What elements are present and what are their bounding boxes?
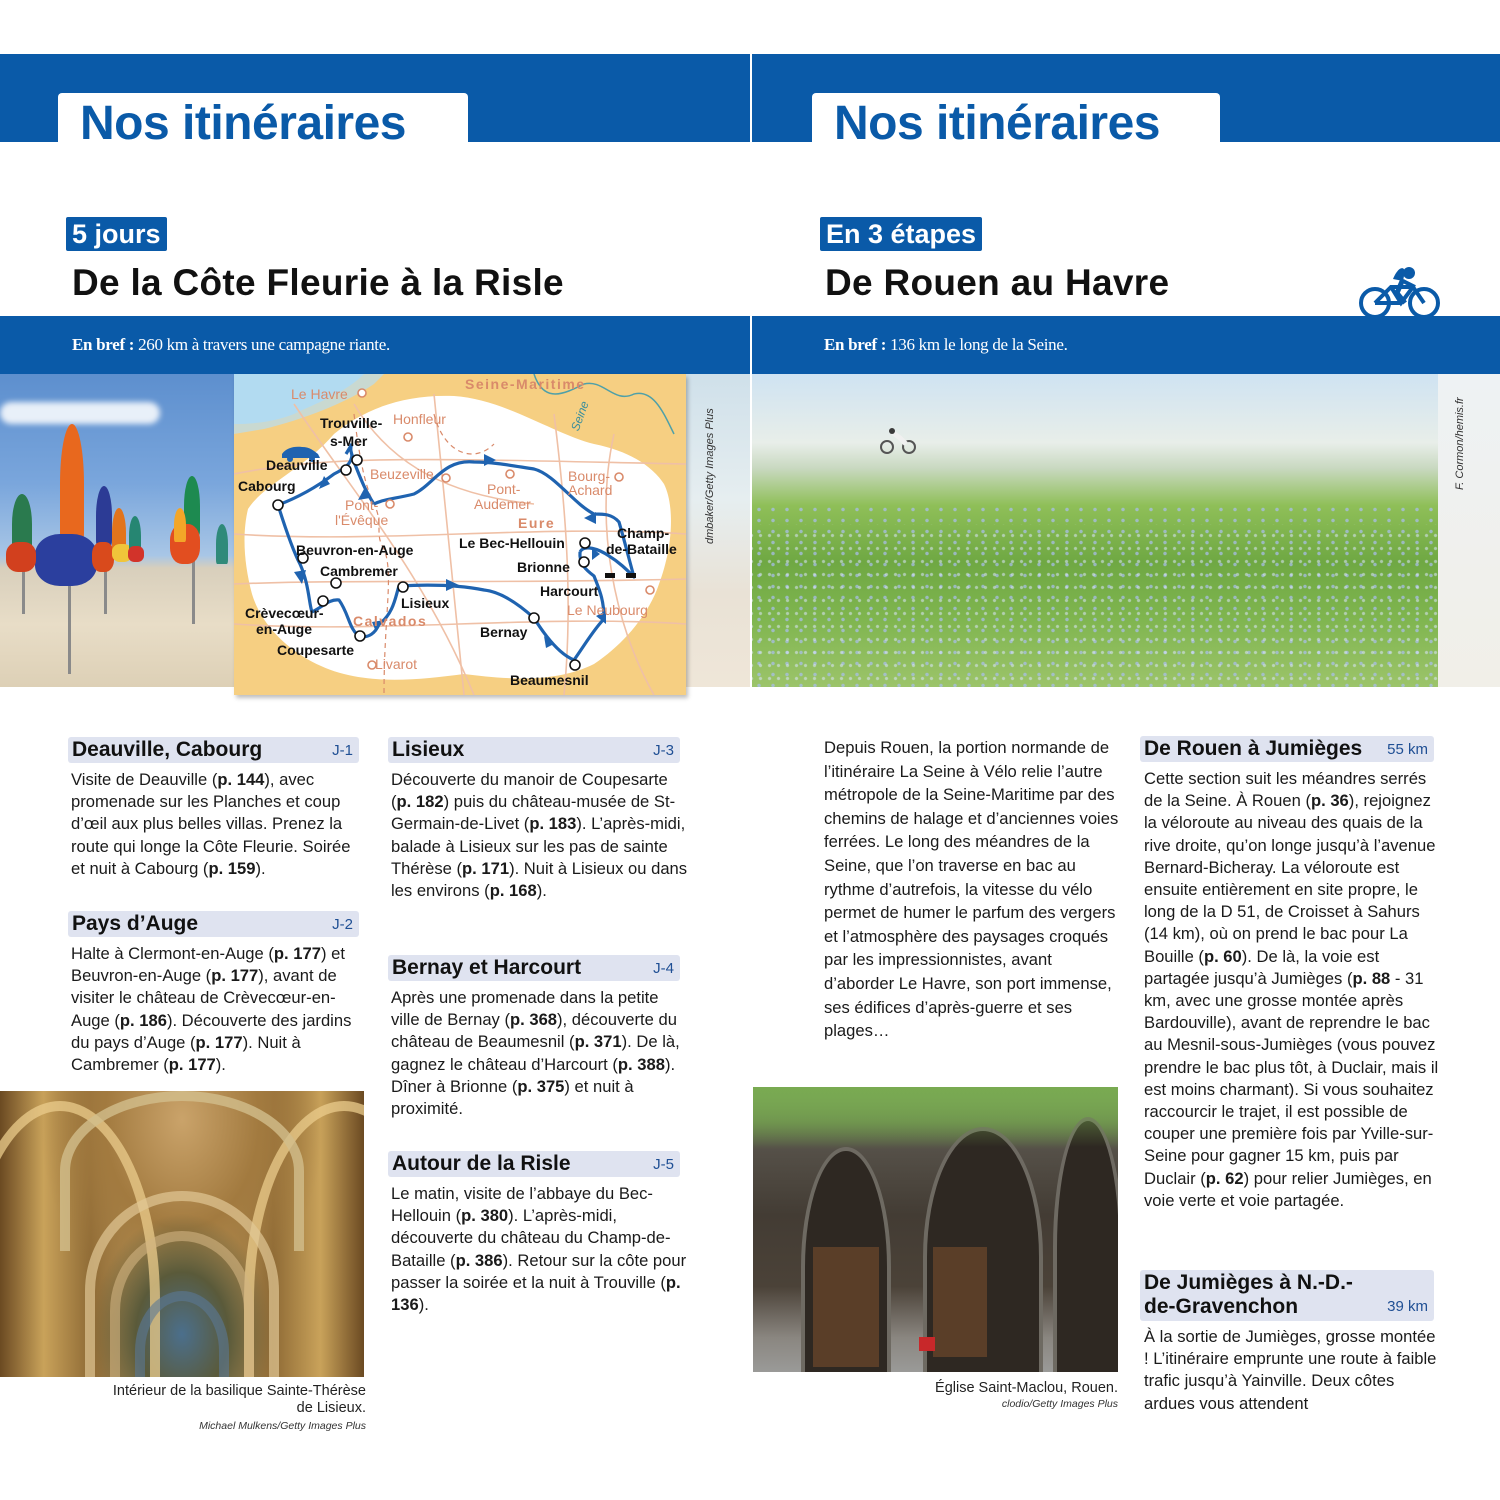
map-label-bourg-1: Bourg- <box>568 468 611 484</box>
map-label-beaumesnil: Beaumesnil <box>510 672 589 688</box>
brief <box>824 335 1068 355</box>
day-title: Bernay et Harcourt <box>392 956 582 979</box>
day-header-1 <box>68 737 359 763</box>
map-label-trouville-2: s-Mer <box>330 433 368 449</box>
map-label-cambremer: Cambremer <box>320 563 398 579</box>
day-title: Pays d’Auge <box>72 912 199 935</box>
intro-paragraph: Depuis Rouen, la portion normande de l’itinéraire La Seine à Vélo relie l’autre métropole de la Seine-Maritime par des chemins de halage et d’anciennes voies ferrées. Le long des méandres de la Seine, que l’on traverse en bac au rythme d’autrefois, la vitesse du vélo permet de humer le parfum des vergers et l’atmosphère des paysages croqués par les impressionnistes, avant d’aborder Le Havre, son port immense, ses édifices d’après-guerre et ses plages… <box>824 738 1119 1041</box>
map-label-champ-2: de-Bataille <box>606 541 677 557</box>
bicycle-icon <box>1357 267 1443 321</box>
map-label-crevecoeur-1: Crèvecœur- <box>245 605 324 621</box>
section-title: Nos itinéraires <box>80 97 406 150</box>
flax-field-cyclist-photo <box>752 374 1438 687</box>
map-label-calvados: Calvados <box>353 613 428 629</box>
photo-credit: Michael Mulkens/Getty Images Plus <box>199 1420 366 1432</box>
basilica-interior-photo <box>0 1091 364 1377</box>
day-body-1: Visite de Deauville (p. 144), avec promenade sur les Planches et coup d’œil aux plus belles villas. Prenez la route qui longe la Côte Fleurie. Soirée et nuit à Cabourg (p. 159). <box>71 770 351 878</box>
brief-text: 260 km à travers une campagne riante. <box>134 335 390 354</box>
map-label-deauville: Deauville <box>266 457 328 473</box>
map-label-crevecoeur-2: en-Auge <box>256 621 312 637</box>
duration-tag: 5 jours <box>66 217 167 251</box>
brief-label: En bref : <box>72 335 135 354</box>
map-label-pont-audemer-1: Pont- <box>487 481 521 497</box>
day-title: Lisieux <box>392 738 465 761</box>
day-number: J-3 <box>653 742 674 759</box>
day-header-4 <box>388 955 680 981</box>
map-label-beuzeville: Beuzeville <box>370 466 434 482</box>
cyclist-in-photo <box>878 426 918 454</box>
map-label-beuvron: Beuvron-en-Auge <box>296 542 414 558</box>
stage-title-line1: De Jumièges à N.-D.- <box>1144 1271 1353 1294</box>
day-header-3 <box>388 737 680 763</box>
stage-body-1: Cette section suit les méandres serrés de la Seine. À Rouen (p. 36), rejoignez la véloroute au niveau des quais de la rive droite, qu’on longe jusqu’à l’avenue Bernard-Bicheray. La véloroute est ensuite entièrement en site propre, le long de la D 51, de Croisset à Sahurs (14 km), où on prend le bac pour La Bouille (p. 60). De là, la voie est partagée jusqu’à Jumièges (p. 88 - 31 km, avec une grosse montée après Bardouville), avant de reprendre le bac au Mesnil-sous-Jumièges (vous pouvez prendre le bac plus tôt, à Duclair, mais il est moins charmant). Si vous souhaitez raccourcir le trajet, il est possible de couper une première fois par Yville-sur-Seine pour gagner 15 km, puis par Duclair (p. 62) pour relier Jumièges, en voie verte et voie partagée. <box>1144 769 1439 1210</box>
right-page <box>750 0 1500 1500</box>
day-number: J-4 <box>653 960 674 977</box>
photo-caption: Intérieur de la basilique Sainte-Thérèse de Lisieux. <box>112 1383 366 1416</box>
duration-tag: En 3 étapes <box>820 217 982 251</box>
section-title-tab <box>58 93 468 153</box>
section-title: Nos itinéraires <box>834 97 1160 150</box>
stage-distance: 55 km <box>1387 741 1428 758</box>
map-label-eure: Eure <box>518 515 556 531</box>
map-label-harcourt: Harcourt <box>540 583 599 599</box>
route-title: De la Côte Fleurie à la Risle <box>72 262 564 303</box>
photo-caption: Église Saint-Maclou, Rouen. <box>935 1380 1118 1396</box>
map-label-honfleur: Honfleur <box>393 411 446 427</box>
map-label-bec-hellouin: Le Bec-Hellouin <box>459 535 565 551</box>
map-label-pont-audemer-2: Audemer <box>474 496 531 512</box>
photo-credit-vertical: F. Cormon/hemis.fr <box>1454 397 1466 490</box>
map-label-pont-eveque-2: l'Évêque <box>335 512 389 528</box>
map-label-pont-eveque-1: Pont- <box>345 497 379 513</box>
map-label-bernay: Bernay <box>480 624 528 640</box>
stage-distance: 39 km <box>1387 1298 1428 1315</box>
day-number: J-5 <box>653 1156 674 1173</box>
day-header-5 <box>388 1151 680 1177</box>
day-title: Autour de la Risle <box>392 1152 571 1175</box>
photo-credit-vertical: dmbaker/Getty Images Plus <box>704 408 716 544</box>
map-label-lisieux: Lisieux <box>401 595 450 611</box>
route-map <box>234 374 686 695</box>
map-label-coupesarte: Coupesarte <box>277 642 355 658</box>
day-number: J-1 <box>332 742 353 759</box>
stage-title-line2: de-Gravenchon <box>1144 1295 1299 1318</box>
stage-body-2: À la sortie de Jumièges, grosse montée ! L’itinéraire emprunte une route à faible trafic jusqu’à Yainville. Deux côtes ardues vous attendent <box>1144 1327 1437 1413</box>
stage-header-2 <box>1140 1270 1434 1321</box>
map-label-trouville-1: Trouville- <box>320 415 383 431</box>
day-body-4: Après une promenade dans la petite ville de Bernay (p. 368), découverte du château de Beaumesnil (p. 371). De là, gagnez le château d’Harcourt (p. 388). Dîner à Brionne (p. 375) et nuit à proximité. <box>391 988 680 1119</box>
day-body-2: Halte à Clermont-en-Auge (p. 177) et Beuvron-en-Auge (p. 177), avant de visiter le château de Crèvecœur-en-Auge (p. 186). Découverte des jardins du pays d’Auge (p. 177). Nuit à Cambremer (p. 177). <box>71 944 352 1075</box>
stage-title: De Rouen à Jumièges <box>1144 737 1363 760</box>
map-label-bourg-2: Achard <box>568 482 613 498</box>
photo-edge <box>686 374 750 687</box>
section-title-tab <box>812 93 1220 153</box>
map-label-cabourg: Cabourg <box>238 478 296 494</box>
day-body-5: Le matin, visite de l’abbaye du Bec-Hellouin (p. 380). L’après-midi, découverte du château du Champ-de-Bataille (p. 386). Retour sur la côte pour passer la soirée et la nuit à Trouville (p. 136). <box>391 1184 687 1315</box>
beach-umbrellas-photo <box>0 374 234 687</box>
day-number: J-2 <box>332 916 353 933</box>
brief-text: 136 km le long de la Seine. <box>886 335 1068 354</box>
brief <box>72 335 390 355</box>
map-label-brionne: Brionne <box>517 559 570 575</box>
stage-header-1 <box>1140 736 1434 762</box>
saint-maclou-photo <box>753 1087 1118 1372</box>
day-body-3: Découverte du manoir de Coupesarte (p. 182) puis du château-musée de St-Germain-de-Livet (p. 183). L’après-midi, balade à Lisieux sur les pas de sainte Thérèse (p. 171). Nuit à Lisieux ou dans les environs (p. 168). <box>391 770 688 901</box>
photo-edge <box>1438 374 1500 687</box>
photo-credit: clodio/Getty Images Plus <box>1001 1398 1118 1410</box>
day-title: Deauville, Cabourg <box>72 738 263 761</box>
map-label-seine: Seine <box>568 399 592 433</box>
brief-label: En bref : <box>824 335 887 354</box>
day-header-2 <box>68 911 359 937</box>
map-label-le-havre: Le Havre <box>291 386 348 402</box>
map-label-seine-maritime: Seine-Maritime <box>465 376 586 392</box>
map-label-champ-1: Champ- <box>617 525 670 541</box>
route-title: De Rouen au Havre <box>825 262 1170 303</box>
map-label-livarot: Livarot <box>375 656 418 672</box>
map-label-le-neubourg: Le Neubourg <box>567 602 648 618</box>
